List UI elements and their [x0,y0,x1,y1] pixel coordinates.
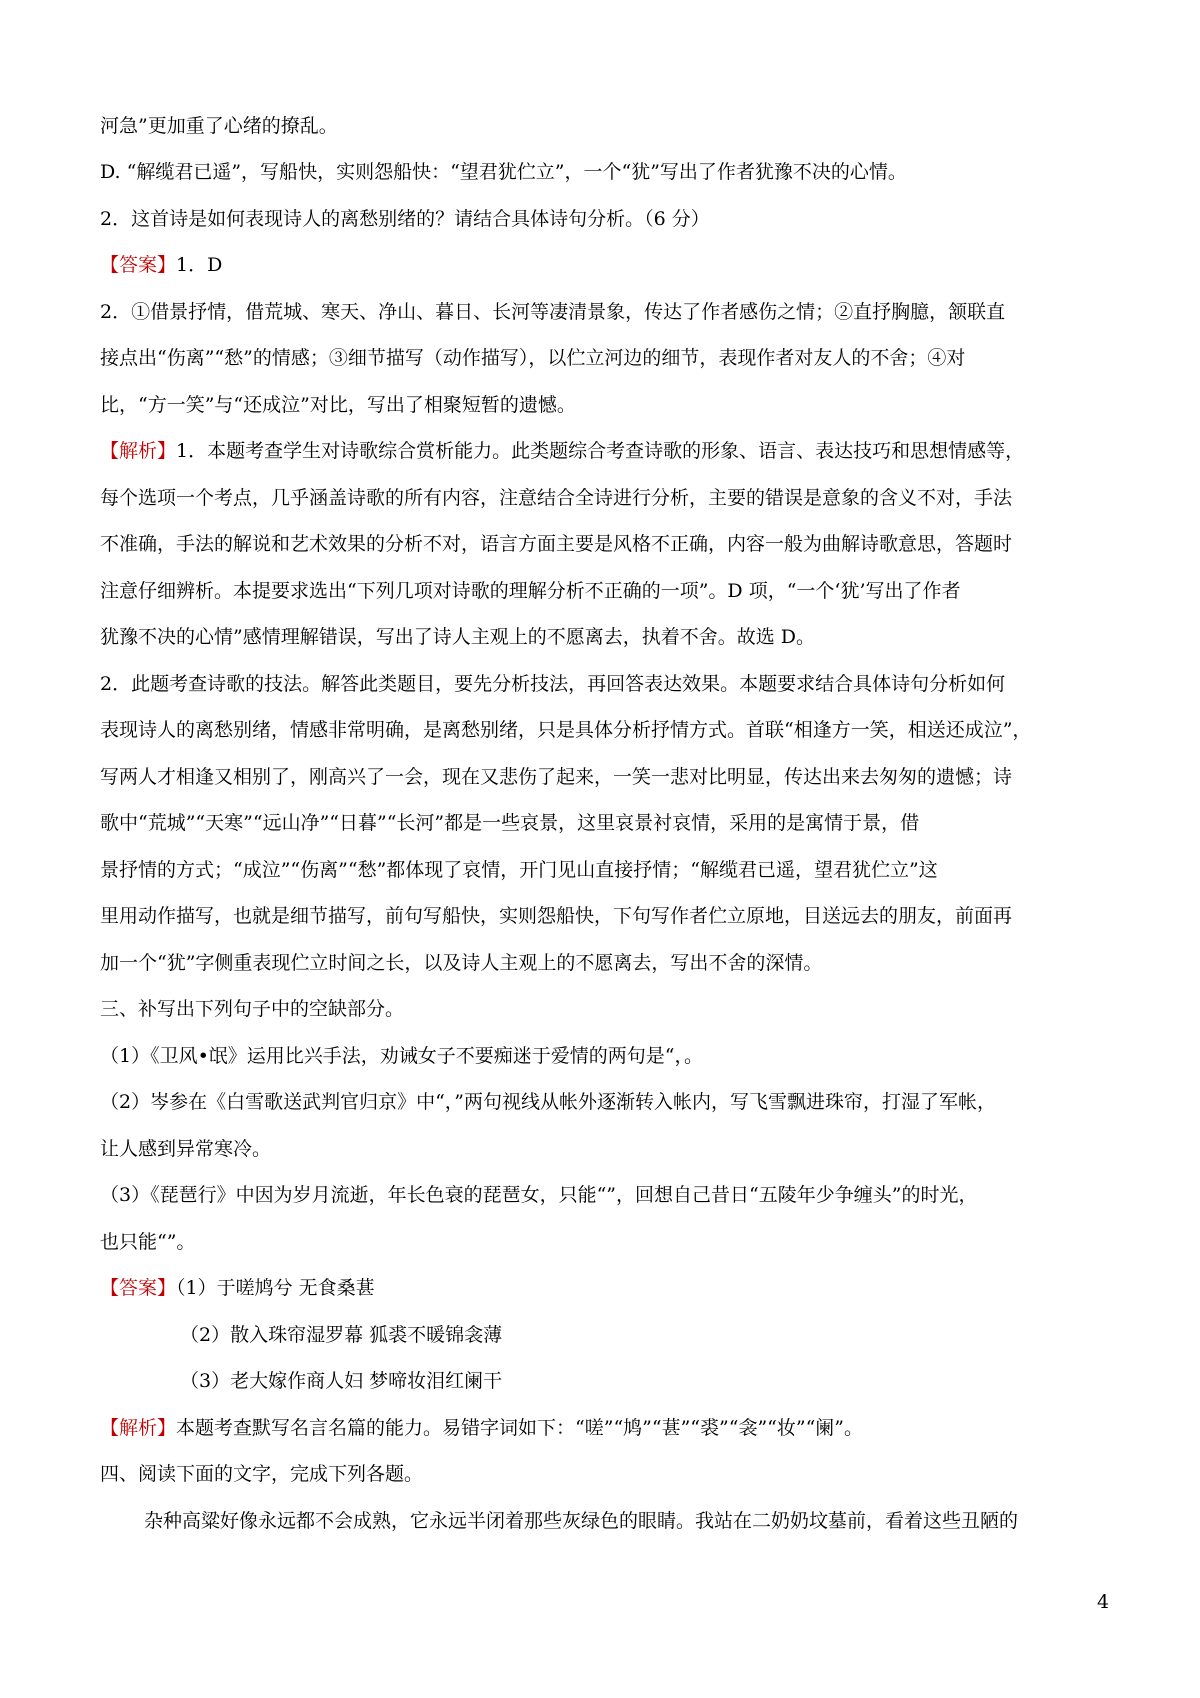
answer-line [100,1274,375,1302]
analysis-line: 表现诗人的离愁别绪，情感非常明确，是离愁别绪，只是具体分析抒情方式。首联“相逢方一笑，相送还成泣”， [100,719,1032,741]
text-line: 河急”更加重了心绪的撩乱。 [100,115,338,137]
answer-text: （2）散入珠帘湿罗幕 狐裘不暖锦衾薄 [180,1324,503,1346]
option-d: D. “解缆君已遥”，写船快，实则怨船快：“望君犹伫立”，一个“犹”写出了作者犹豫不决的心情。 [100,161,907,183]
analysis-line [100,1414,863,1442]
analysis-text: 本题考查默写名言名篇的能力。易错字词如下：“嗟”“鸠”“葚”“裘”“衾”“妆”“阑”。 [176,1417,864,1439]
analysis-text: 1．本题考查学生对诗歌综合赏析能力。此类题综合考查诗歌的形象、语言、表达技巧和思想情感等， [176,440,1025,462]
analysis-line: 不准确，手法的解说和艺术效果的分析不对，语言方面主要是风格不正确，内容一般为曲解诗歌意思，答题时 [100,533,1013,555]
answer-text: （3）老大嫁作商人妇 梦啼妆泪红阑干 [180,1370,503,1392]
answer-text: （1）于嗟鸠兮 无食桑葚 [176,1277,375,1299]
answer-tag: 【答案】 [100,1277,177,1299]
analysis-tag: 【解析】 [100,440,177,462]
answer-2-line: 接点出“伤离”“愁”的情感；③细节描写（动作描写），以伫立河边的细节，表现作者对友人的不舍；④对 [100,347,966,369]
analysis-line [100,437,1024,465]
analysis-tag: 【解析】 [100,1417,177,1439]
fill-question-3: （3）《琵琶行》中因为岁月流逝，年长色衰的琵琶女，只能“”，回想自己昔日“五陵年少争缠头”的时光， [100,1184,978,1206]
analysis-line: 犹豫不决的心情”感情理解错误，写出了诗人主观上的不愿离去，执着不舍。故选 D。 [100,626,815,648]
answer-2-line: 比，“方一笑”与“还成泣”对比，写出了相聚短暂的遗憾。 [100,394,576,416]
question-2: 2．这首诗是如何表现诗人的离愁别绪的？请结合具体诗句分析。（6 分） [100,208,710,230]
fill-question-2: 让人感到异常寒冷。 [100,1138,272,1160]
analysis-line: 加一个“犹”字侧重表现伫立时间之长，以及诗人主观上的不愿离去，写出不舍的深情。 [100,952,823,974]
passage-line: 杂种高粱好像永远都不会成熟，它永远半闭着那些灰绿色的眼睛。我站在二奶奶坟墓前，看着这些丑陋的 [144,1510,1019,1532]
section-heading-3: 三、补写出下列句子中的空缺部分。 [100,998,405,1020]
analysis-line: 景抒情的方式；“成泣”“伤离”“愁”都体现了哀情，开门见山直接抒情；“解缆君已遥，望君犹伫立”这 [100,859,938,881]
answer-line [100,251,222,279]
analysis-line: 写两人才相逢又相别了，刚高兴了一会，现在又悲伤了起来，一笑一悲对比明显，传达出来去匆匆的遗憾；诗 [100,766,1013,788]
answer-text: 1．D [176,254,223,276]
analysis-line: 里用动作描写，也就是细节描写，前句写船快，实则怨船快，下句写作者伫立原地，目送远去的朋友，前面再 [100,905,1013,927]
analysis-line: 歌中“荒城”“天寒”“远山净”“日暮”“长河”都是一些哀景，这里哀景衬哀情，采用的是寓情于景，借 [100,812,920,834]
fill-question-2: （2）岑参在《白雪歌送武判官归京》中“，”两句视线从帐外逐渐转入帐内，写飞雪飘进珠帘，打湿了军帐， [100,1091,997,1113]
answer-tag: 【答案】 [100,254,177,276]
section-heading-4: 四、阅读下面的文字，完成下列各题。 [100,1463,424,1485]
fill-question-1: （1）《卫风•氓》运用比兴手法，劝诫女子不要痴迷于爱情的两句是“，。 [100,1045,704,1067]
answer-2-line: 2．①借景抒情，借荒城、寒天、净山、暮日、长河等凄清景象，传达了作者感伤之情；②直抒胸臆，颔联直 [100,301,1006,323]
page-number: 4 [1097,1591,1110,1613]
analysis-line: 每个选项一个考点，几乎涵盖诗歌的所有内容，注意结合全诗进行分析，主要的错误是意象的含义不对，手法 [100,487,1013,509]
analysis-line: 2．此题考查诗歌的技法。解答此类题目，要先分析技法，再回答表达效果。本题要求结合具体诗句分析如何 [100,673,1006,695]
analysis-line: 注意仔细辨析。本提要求选出“下列几项对诗歌的理解分析不正确的一项”。D 项，“一个‘犹’写出了作者 [100,580,961,602]
fill-question-3: 也只能“”。 [100,1231,196,1253]
